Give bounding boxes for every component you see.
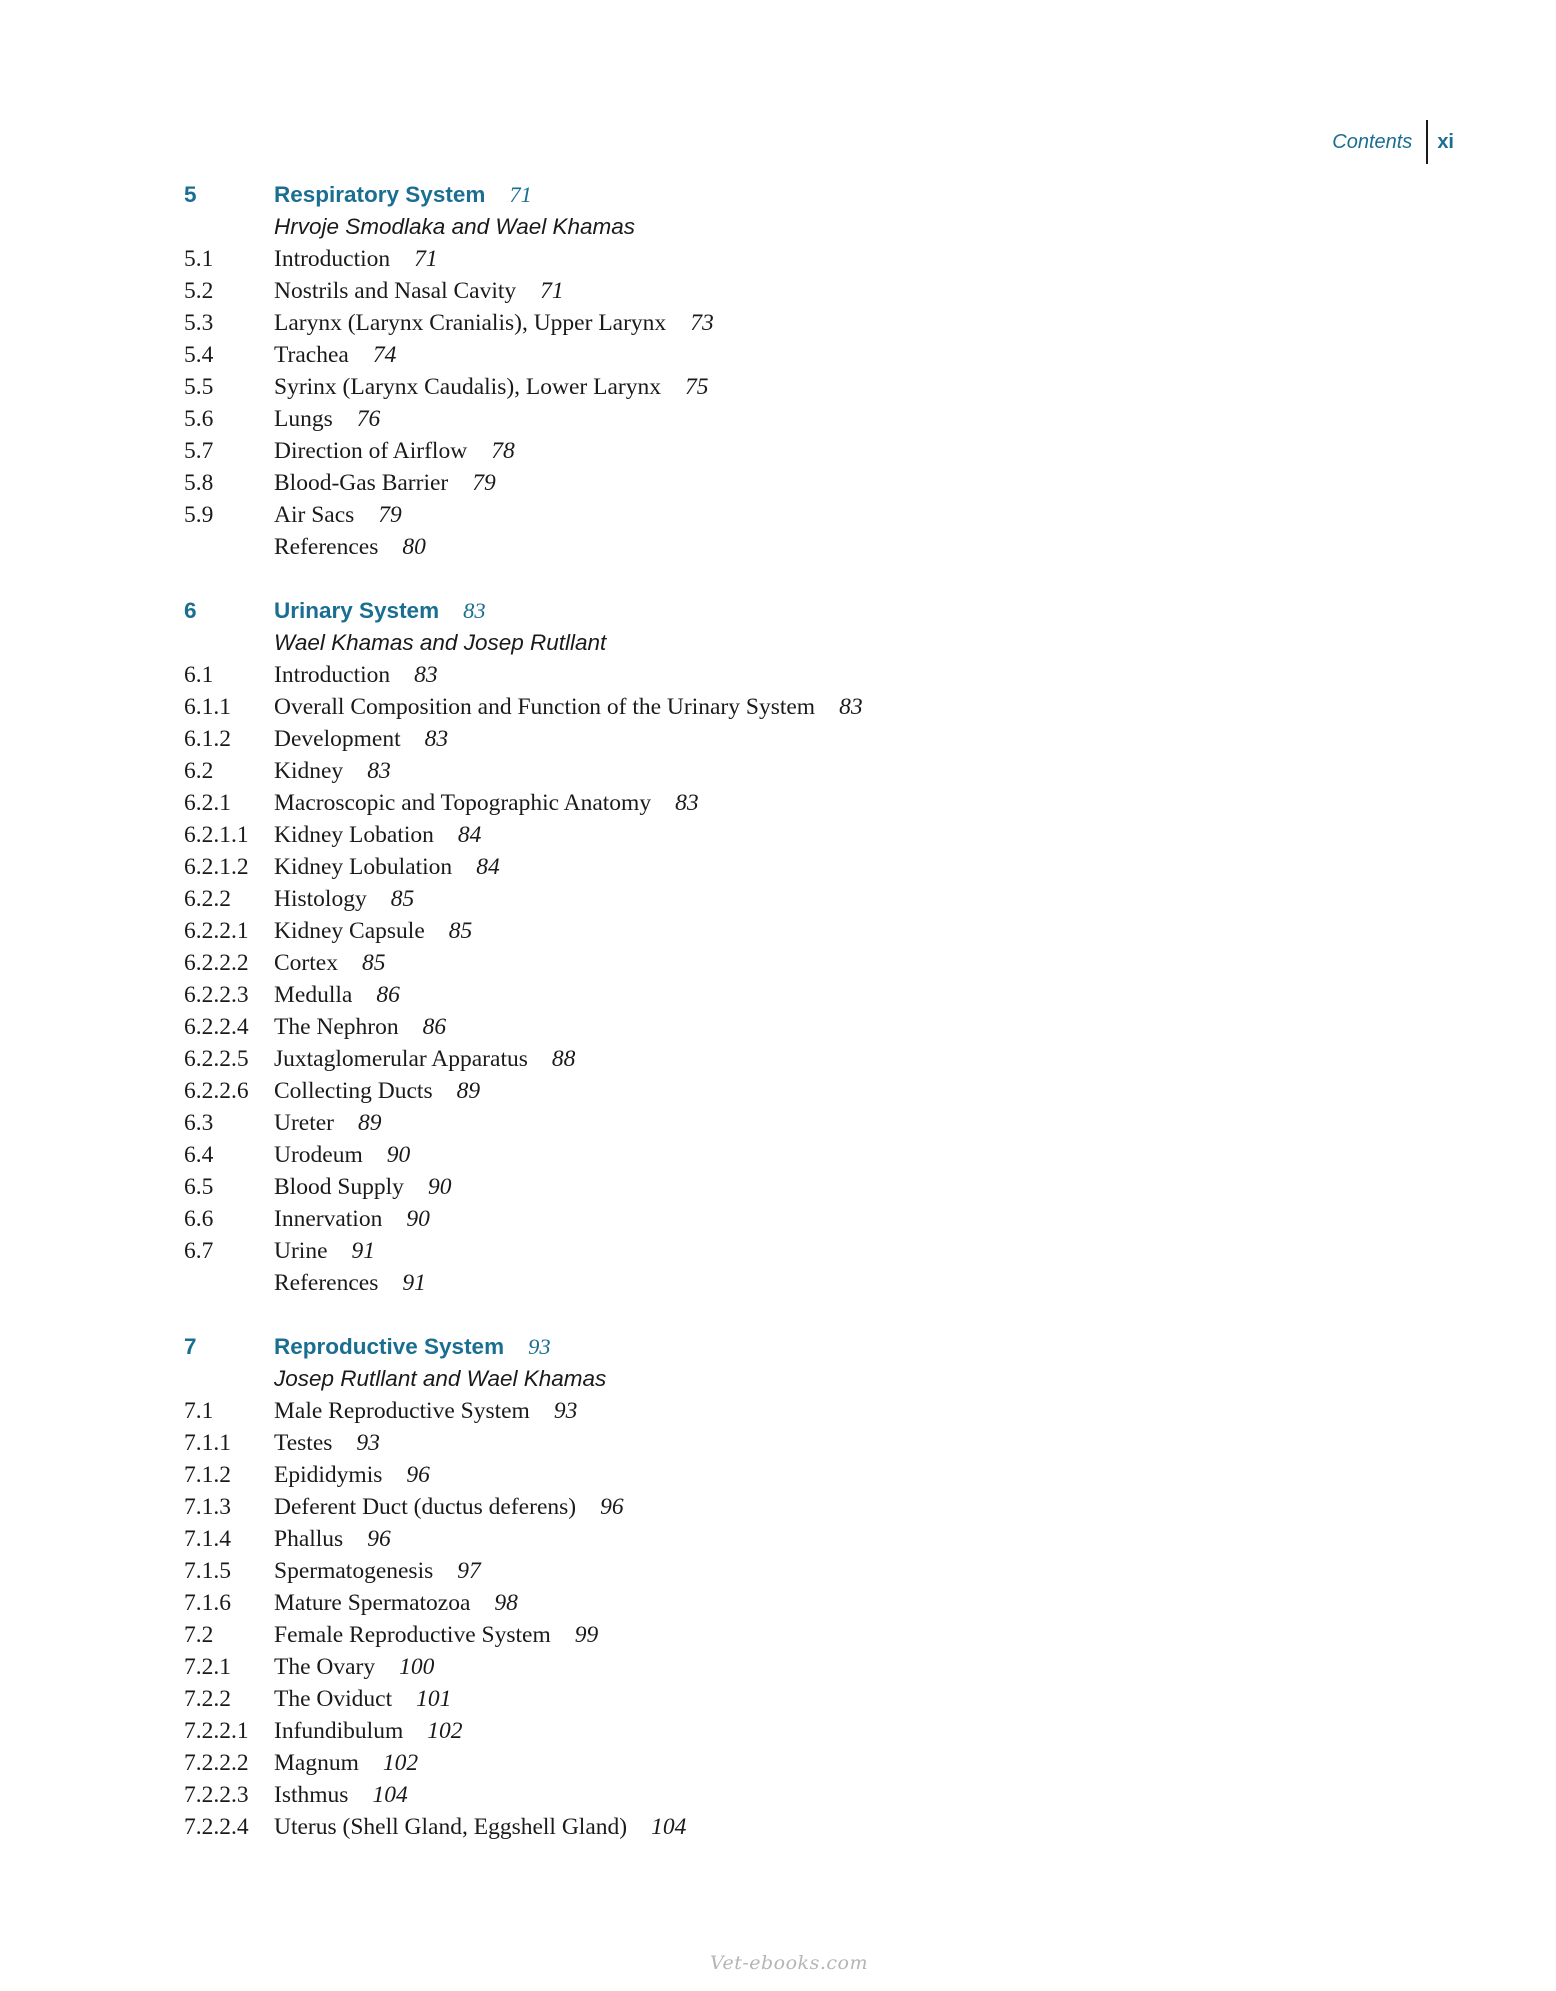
entry-number: 6.2.2.1 bbox=[184, 918, 249, 944]
entry-page: 104 bbox=[651, 1814, 687, 1840]
entry-title: Mature Spermatozoa bbox=[274, 1590, 471, 1616]
entry-number: 7.2.2.4 bbox=[184, 1814, 249, 1840]
entry-title: Histology bbox=[274, 886, 367, 912]
entry-title: Infundibulum bbox=[274, 1718, 404, 1744]
entry-title: Macroscopic and Topographic Anatomy bbox=[274, 790, 652, 816]
entry-title: Lungs bbox=[274, 406, 333, 432]
entry-number: 7.2.2.3 bbox=[184, 1782, 249, 1808]
chapter-title: Respiratory System bbox=[274, 182, 486, 207]
entry-number: 5.1 bbox=[184, 246, 214, 272]
entry-title: Kidney bbox=[274, 758, 344, 784]
entry-title: Development bbox=[274, 726, 401, 752]
entry-number: 6.2.1.1 bbox=[184, 822, 249, 848]
entry-number: 5.2 bbox=[184, 278, 214, 304]
entry-page: 100 bbox=[399, 1654, 435, 1680]
entry-number: 6.2.1 bbox=[184, 790, 231, 816]
entry-page: 83 bbox=[367, 758, 391, 784]
entry-number: 7.2 bbox=[184, 1622, 214, 1648]
toc-entry[interactable] bbox=[184, 1395, 1384, 1427]
entry-page: 83 bbox=[839, 694, 863, 720]
entry-title: Phallus bbox=[274, 1526, 344, 1552]
entry-page: 99 bbox=[574, 1622, 599, 1648]
entry-title: Urodeum bbox=[274, 1142, 363, 1168]
entry-number: 6.1.2 bbox=[184, 726, 231, 752]
toc-entry[interactable] bbox=[184, 435, 1384, 467]
authors-text: Hrvoje Smodlaka and Wael Khamas bbox=[274, 214, 636, 239]
entry-page: 90 bbox=[406, 1206, 430, 1232]
chapter-page: 93 bbox=[528, 1334, 551, 1359]
entry-title: Medulla bbox=[274, 982, 353, 1008]
entry-page: 83 bbox=[424, 726, 449, 752]
entry-title: References bbox=[274, 1270, 379, 1296]
chapter-title: Urinary System bbox=[274, 598, 440, 623]
entry-page: 88 bbox=[551, 1046, 576, 1072]
entry-title: Ureter bbox=[274, 1110, 335, 1136]
chapter-block bbox=[184, 179, 1384, 563]
running-head-section: Contents bbox=[1332, 130, 1413, 153]
chapter-title: Reproductive System bbox=[274, 1334, 505, 1359]
entry-page: 91 bbox=[351, 1238, 376, 1264]
entry-page: 83 bbox=[675, 790, 699, 816]
entry-title: Isthmus bbox=[274, 1782, 349, 1808]
entry-number: 7.2.1 bbox=[184, 1654, 231, 1680]
entry-number: 5.9 bbox=[184, 502, 214, 528]
toc-entry[interactable] bbox=[184, 1811, 1384, 1843]
authors-text: Wael Khamas and Josep Rutllant bbox=[274, 630, 607, 655]
toc-entry[interactable] bbox=[184, 1587, 1384, 1619]
entry-page: 83 bbox=[414, 662, 438, 688]
entry-page: 78 bbox=[491, 438, 515, 464]
entry-number: 7.1.5 bbox=[184, 1558, 231, 1584]
entry-page: 96 bbox=[406, 1462, 430, 1488]
entry-title: The Nephron bbox=[274, 1014, 399, 1040]
chapter-authors bbox=[184, 211, 1384, 243]
entry-title: Kidney Lobation bbox=[274, 822, 434, 848]
toc-entry[interactable] bbox=[184, 371, 1384, 403]
toc-entry[interactable] bbox=[184, 851, 1384, 883]
toc-entry[interactable] bbox=[184, 1555, 1384, 1587]
entry-page: 93 bbox=[553, 1398, 578, 1424]
chapter-block bbox=[184, 1331, 1384, 1843]
toc-entry[interactable] bbox=[184, 947, 1384, 979]
entry-page: 90 bbox=[386, 1142, 411, 1168]
entry-page: 91 bbox=[402, 1270, 426, 1296]
chapter-number: 6 bbox=[184, 598, 197, 623]
toc-entry[interactable] bbox=[184, 1459, 1384, 1491]
entry-number: 5.6 bbox=[184, 406, 214, 432]
entry-page: 71 bbox=[414, 246, 438, 272]
entry-number: 6.2.2.3 bbox=[184, 982, 249, 1008]
entry-number: 6.1 bbox=[184, 662, 214, 688]
entry-page: 74 bbox=[372, 342, 397, 368]
toc-entry[interactable] bbox=[184, 403, 1384, 435]
entry-title: Nostrils and Nasal Cavity bbox=[274, 278, 517, 304]
entry-page: 96 bbox=[367, 1526, 391, 1552]
entry-number: 7.1.1 bbox=[184, 1430, 231, 1456]
toc-entry[interactable] bbox=[184, 883, 1384, 915]
toc-entry[interactable] bbox=[184, 467, 1384, 499]
toc-entry[interactable] bbox=[184, 1683, 1384, 1715]
table-of-contents bbox=[184, 179, 1384, 1875]
entry-page: 96 bbox=[600, 1494, 624, 1520]
entry-page: 86 bbox=[422, 1014, 447, 1040]
entry-number: 5.4 bbox=[184, 342, 214, 368]
entry-number: 5.8 bbox=[184, 470, 214, 496]
entry-number: 6.2 bbox=[184, 758, 214, 784]
toc-entry[interactable] bbox=[184, 1715, 1384, 1747]
toc-entry[interactable] bbox=[184, 1267, 1384, 1299]
entry-title: Introduction bbox=[274, 246, 391, 272]
entry-number: 6.2.2 bbox=[184, 886, 231, 912]
entry-number: 6.6 bbox=[184, 1206, 214, 1232]
entry-page: 79 bbox=[378, 502, 402, 528]
entry-title: Direction of Airflow bbox=[274, 438, 468, 464]
entry-page: 104 bbox=[372, 1782, 408, 1808]
entry-title: Deferent Duct (ductus deferens) bbox=[274, 1494, 577, 1520]
running-head bbox=[1332, 120, 1454, 164]
toc-entry[interactable] bbox=[184, 1203, 1384, 1235]
toc-entry[interactable] bbox=[184, 1139, 1384, 1171]
chapter-number: 7 bbox=[184, 1334, 197, 1359]
entry-title: Collecting Ducts bbox=[274, 1078, 433, 1104]
entry-page: 102 bbox=[427, 1718, 463, 1744]
page-number: xi bbox=[1437, 130, 1454, 153]
entry-title: Innervation bbox=[274, 1206, 383, 1232]
entry-title: Kidney Capsule bbox=[274, 918, 425, 944]
chapter-page: 83 bbox=[463, 598, 486, 623]
entry-title: Male Reproductive System bbox=[274, 1398, 530, 1424]
entry-number: 6.5 bbox=[184, 1174, 214, 1200]
entry-page: 89 bbox=[456, 1078, 481, 1104]
entry-page: 73 bbox=[690, 310, 714, 336]
entry-number: 7.1.4 bbox=[184, 1526, 231, 1552]
entry-page: 86 bbox=[376, 982, 400, 1008]
entry-title: Syrinx (Larynx Caudalis), Lower Larynx bbox=[274, 374, 661, 400]
toc-entry[interactable] bbox=[184, 819, 1384, 851]
entry-number: 6.4 bbox=[184, 1142, 214, 1168]
entry-number: 7.2.2 bbox=[184, 1686, 231, 1712]
entry-page: 84 bbox=[457, 822, 482, 848]
entry-number: 7.2.2.2 bbox=[184, 1750, 249, 1776]
toc-entry[interactable] bbox=[184, 1043, 1384, 1075]
chapter-block bbox=[184, 595, 1384, 1299]
toc-entry[interactable] bbox=[184, 659, 1384, 691]
entry-title: The Oviduct bbox=[274, 1686, 393, 1712]
entry-title: Introduction bbox=[274, 662, 391, 688]
entry-page: 89 bbox=[358, 1110, 382, 1136]
entry-title: Juxtaglomerular Apparatus bbox=[274, 1046, 528, 1072]
entry-title: Blood Supply bbox=[274, 1174, 404, 1200]
entry-number: 6.2.2.6 bbox=[184, 1078, 249, 1104]
toc-entry[interactable] bbox=[184, 1491, 1384, 1523]
entry-number: 6.3 bbox=[184, 1110, 214, 1136]
entry-page: 85 bbox=[390, 886, 415, 912]
toc-entry[interactable] bbox=[184, 275, 1384, 307]
entry-number: 7.1 bbox=[184, 1398, 214, 1424]
entry-page: 93 bbox=[356, 1430, 380, 1456]
chapter-authors bbox=[184, 1363, 1384, 1395]
entry-page: 76 bbox=[356, 406, 381, 432]
toc-entry[interactable] bbox=[184, 1011, 1384, 1043]
entry-number: 7.1.6 bbox=[184, 1590, 231, 1616]
toc-entry[interactable] bbox=[184, 1235, 1384, 1267]
chapter-heading[interactable] bbox=[184, 1331, 1384, 1363]
toc-entry[interactable] bbox=[184, 1523, 1384, 1555]
entry-page: 79 bbox=[472, 470, 496, 496]
toc-entry[interactable] bbox=[184, 243, 1384, 275]
chapter-page: 71 bbox=[509, 182, 532, 207]
chapter-number: 5 bbox=[184, 182, 197, 207]
toc-entry[interactable] bbox=[184, 1107, 1384, 1139]
entry-number: 7.1.2 bbox=[184, 1462, 231, 1488]
chapter-authors bbox=[184, 627, 1384, 659]
entry-page: 71 bbox=[540, 278, 564, 304]
entry-page: 98 bbox=[494, 1590, 518, 1616]
entry-number: 5.3 bbox=[184, 310, 214, 336]
entry-title: Overall Composition and Function of the Urinary System bbox=[274, 694, 816, 720]
entry-page: 80 bbox=[402, 534, 426, 560]
entry-title: Larynx (Larynx Cranialis), Upper Larynx bbox=[274, 310, 667, 336]
entry-title: Trachea bbox=[274, 342, 349, 368]
toc-entry[interactable] bbox=[184, 755, 1384, 787]
entry-number: 6.1.1 bbox=[184, 694, 231, 720]
entry-number: 6.2.1.2 bbox=[184, 854, 249, 880]
entry-title: Spermatogenesis bbox=[274, 1558, 434, 1584]
toc-entry[interactable] bbox=[184, 339, 1384, 371]
toc-entry[interactable] bbox=[184, 1651, 1384, 1683]
entry-page: 75 bbox=[685, 374, 709, 400]
chapter-heading[interactable] bbox=[184, 179, 1384, 211]
toc-entry[interactable] bbox=[184, 1171, 1384, 1203]
toc-entry[interactable] bbox=[184, 915, 1384, 947]
entry-title: Kidney Lobulation bbox=[274, 854, 453, 880]
toc-entry[interactable] bbox=[184, 979, 1384, 1011]
entry-number: 7.2.2.1 bbox=[184, 1718, 249, 1744]
entry-page: 97 bbox=[457, 1558, 481, 1584]
entry-number: 6.7 bbox=[184, 1238, 214, 1264]
entry-page: 84 bbox=[476, 854, 500, 880]
entry-title: Female Reproductive System bbox=[274, 1622, 551, 1648]
entry-title: References bbox=[274, 534, 379, 560]
entry-page: 85 bbox=[448, 918, 473, 944]
toc-entry[interactable] bbox=[184, 691, 1384, 723]
entry-title: Blood-Gas Barrier bbox=[274, 470, 449, 496]
chapter-heading[interactable] bbox=[184, 595, 1384, 627]
entry-title: Cortex bbox=[274, 950, 338, 976]
entry-title: The Ovary bbox=[274, 1654, 376, 1680]
entry-title: Urine bbox=[274, 1238, 328, 1264]
entry-title: Uterus (Shell Gland, Eggshell Gland) bbox=[274, 1814, 628, 1840]
toc-entry[interactable] bbox=[184, 723, 1384, 755]
toc-entry[interactable] bbox=[184, 787, 1384, 819]
entry-number: 6.2.2.2 bbox=[184, 950, 249, 976]
toc-entry[interactable] bbox=[184, 1779, 1384, 1811]
toc-entry[interactable] bbox=[184, 1747, 1384, 1779]
entry-page: 102 bbox=[382, 1750, 419, 1776]
toc-entry[interactable] bbox=[184, 531, 1384, 563]
entry-title: Magnum bbox=[274, 1750, 359, 1776]
toc-entry[interactable] bbox=[184, 307, 1384, 339]
entry-page: 85 bbox=[361, 950, 386, 976]
authors-text: Josep Rutllant and Wael Khamas bbox=[274, 1366, 607, 1391]
entry-title: Epididymis bbox=[274, 1462, 383, 1488]
toc-entry[interactable] bbox=[184, 1619, 1384, 1651]
entry-number: 7.1.3 bbox=[184, 1494, 231, 1520]
entry-number: 5.5 bbox=[184, 374, 214, 400]
watermark-logo: Vet-ebooks.com bbox=[710, 1952, 868, 1974]
toc-entry[interactable] bbox=[184, 499, 1384, 531]
entry-number: 5.7 bbox=[184, 438, 214, 464]
entry-page: 101 bbox=[416, 1686, 452, 1712]
toc-entry[interactable] bbox=[184, 1075, 1384, 1107]
entry-number: 6.2.2.4 bbox=[184, 1014, 249, 1040]
entry-number: 6.2.2.5 bbox=[184, 1046, 249, 1072]
toc-entry[interactable] bbox=[184, 1427, 1384, 1459]
entry-title: Testes bbox=[274, 1430, 333, 1456]
entry-title: Air Sacs bbox=[274, 502, 355, 528]
entry-page: 90 bbox=[427, 1174, 452, 1200]
